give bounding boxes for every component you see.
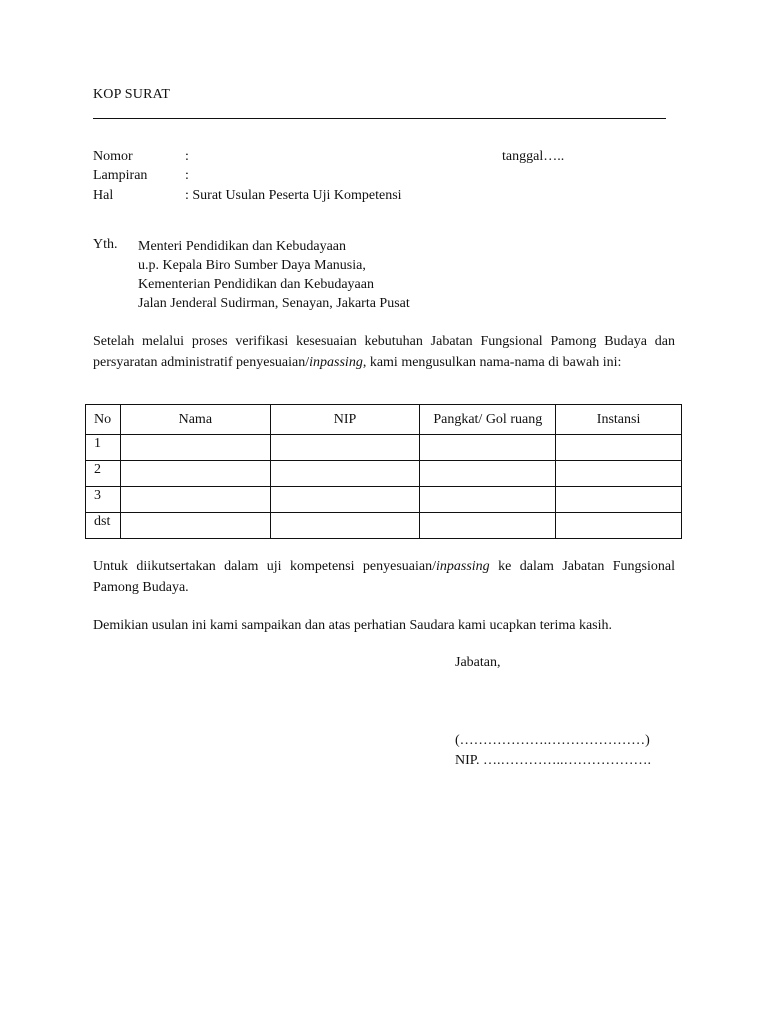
- recipient-line: Menteri Pendidikan dan Kebudayaan: [138, 239, 346, 254]
- para1-text-end: , kami mengusulkan nama-nama di bawah ini:: [362, 355, 622, 370]
- candidate-table: [85, 404, 682, 539]
- para2-text-end: ke dalam Jabatan Fungsional Pamong Budaya.: [93, 559, 675, 595]
- cell-nip: [270, 435, 420, 461]
- lampiran-label: Lampiran: [93, 168, 148, 183]
- cell-pangkat: [420, 487, 556, 513]
- cell-instansi: [556, 461, 682, 487]
- recipient-address: [138, 237, 410, 313]
- cell-no: 2: [86, 461, 121, 487]
- lampiran-value: :: [185, 168, 189, 183]
- cell-pangkat: [420, 513, 556, 539]
- recipient-line: u.p. Kepala Biro Sumber Daya Manusia,: [138, 258, 366, 273]
- paragraph-purpose: [93, 556, 675, 598]
- letterhead-title: KOP SURAT: [93, 87, 171, 102]
- table-row: [86, 435, 682, 461]
- cell-nama: [120, 461, 270, 487]
- cell-no: dst: [86, 513, 121, 539]
- table-row: [86, 487, 682, 513]
- cell-nip: [270, 461, 420, 487]
- nomor-value: :: [185, 149, 189, 164]
- cell-no: 1: [86, 435, 121, 461]
- para1-text: Setelah melalui proses verifikasi kesesuaian kebutuhan Jabatan Fungsional Pamong Budaya dan persyaratan administratif penyesuaian/: [93, 334, 675, 370]
- cell-nama: [120, 435, 270, 461]
- cell-instansi: [556, 513, 682, 539]
- cell-no: 3: [86, 487, 121, 513]
- nomor-label: Nomor: [93, 149, 133, 164]
- table-header-row: [86, 405, 682, 435]
- tanggal: tanggal…..: [502, 149, 565, 164]
- signature-name-line: (……………….…………………): [455, 733, 650, 748]
- col-header-no: No: [86, 405, 121, 435]
- cell-instansi: [556, 435, 682, 461]
- yth-label: Yth.: [93, 237, 118, 252]
- paragraph-closing: Demikian usulan ini kami sampaikan dan atas perhatian Saudara kami ucapkan terima kasih.: [93, 618, 612, 633]
- cell-nama: [120, 513, 270, 539]
- cell-pangkat: [420, 435, 556, 461]
- cell-instansi: [556, 487, 682, 513]
- col-header-nama: Nama: [120, 405, 270, 435]
- para2-text: Untuk diikutsertakan dalam uji kompetensi penyesuaian/: [93, 559, 436, 574]
- para2-italic: inpassing: [436, 559, 490, 574]
- letterhead-divider: [93, 118, 666, 119]
- col-header-pangkat: Pangkat/ Gol ruang: [420, 405, 556, 435]
- cell-nip: [270, 513, 420, 539]
- cell-nip: [270, 487, 420, 513]
- hal-label: Hal: [93, 188, 114, 203]
- cell-nama: [120, 487, 270, 513]
- col-header-instansi: Instansi: [556, 405, 682, 435]
- signature-jabatan: Jabatan,: [455, 655, 501, 670]
- table-row: [86, 513, 682, 539]
- hal-value: : Surat Usulan Peserta Uji Kompetensi: [185, 188, 402, 203]
- recipient-line: Jalan Jenderal Sudirman, Senayan, Jakarta Pusat: [138, 296, 410, 311]
- table-row: [86, 461, 682, 487]
- paragraph-intro: [93, 331, 675, 373]
- recipient-line: Kementerian Pendidikan dan Kebudayaan: [138, 277, 374, 292]
- para1-italic: inpassing: [309, 355, 363, 370]
- col-header-nip: NIP: [270, 405, 420, 435]
- cell-pangkat: [420, 461, 556, 487]
- signature-nip-line: NIP. ….…………..……………….: [455, 753, 652, 768]
